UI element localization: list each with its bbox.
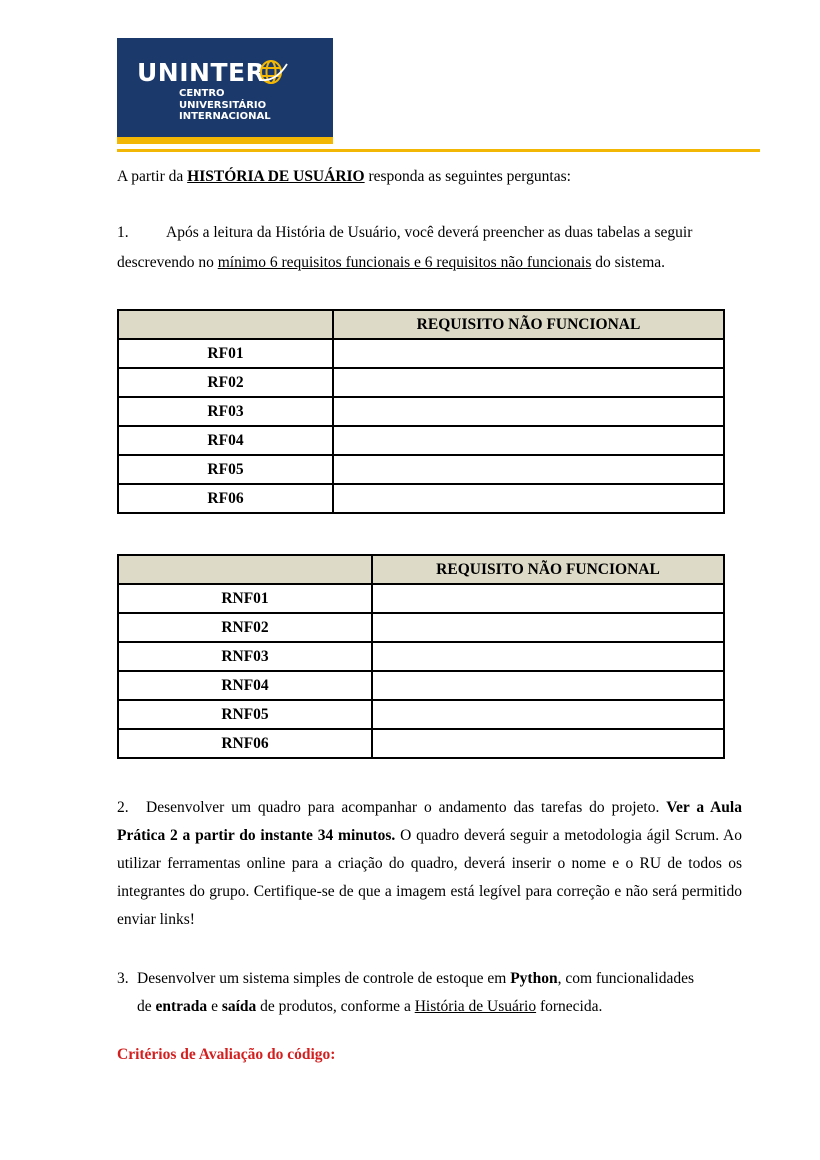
rf-label: RF05 bbox=[118, 455, 333, 484]
rf-label: RF03 bbox=[118, 397, 333, 426]
table-row bbox=[118, 584, 724, 613]
rf-input-cell[interactable] bbox=[333, 368, 724, 397]
q3-text: de produtos, conforme a bbox=[256, 998, 415, 1015]
rnf-input-cell[interactable] bbox=[372, 584, 724, 613]
rnf-label: RNF01 bbox=[118, 584, 372, 613]
q2-bold: Ver a Aula Prática 2 a partir do instante 34 minutos. bbox=[117, 799, 742, 844]
q3-text: fornecida. bbox=[536, 998, 603, 1015]
rf-label: RF01 bbox=[118, 339, 333, 368]
logo-subtitle-line: INTERNACIONAL bbox=[179, 111, 271, 122]
criteria-heading: Critérios de Avaliação do código: bbox=[117, 1046, 336, 1063]
q2-paragraph bbox=[117, 794, 742, 934]
table-row bbox=[118, 671, 724, 700]
q1-number: 1. bbox=[117, 224, 129, 241]
rf-label: RF02 bbox=[118, 368, 333, 397]
table-row bbox=[118, 339, 724, 368]
rnf-label: RNF04 bbox=[118, 671, 372, 700]
q2-number: 2. bbox=[117, 799, 129, 816]
rnf-label: RNF03 bbox=[118, 642, 372, 671]
uninter-logo bbox=[117, 38, 333, 138]
rf-input-cell[interactable] bbox=[333, 339, 724, 368]
q3-line1 bbox=[117, 965, 742, 993]
globe-icon bbox=[258, 58, 288, 86]
rf-input-cell[interactable] bbox=[333, 426, 724, 455]
q1-line2 bbox=[117, 249, 742, 277]
q3-line2 bbox=[137, 993, 742, 1021]
rnf-input-cell[interactable] bbox=[372, 613, 724, 642]
table-row bbox=[118, 455, 724, 484]
table-row bbox=[118, 368, 724, 397]
q2-text-b: O quadro deverá seguir a metodologia ágil Scrum. Ao utilizar ferramentas online para a criação do quadro, deverá inserir o nome e o RU de todos os integrantes do grupo. Certifique-se de que a imagem está legível para correção e não será permitido enviar links! bbox=[117, 827, 742, 928]
rf-input-cell[interactable] bbox=[333, 455, 724, 484]
q3-bold-entrada: entrada bbox=[155, 998, 208, 1015]
rnf-label: RNF05 bbox=[118, 700, 372, 729]
table-row bbox=[118, 642, 724, 671]
rf-input-cell[interactable] bbox=[333, 397, 724, 426]
rnf-input-cell[interactable] bbox=[372, 700, 724, 729]
table-header-row bbox=[118, 310, 724, 339]
rf-label: RF04 bbox=[118, 426, 333, 455]
logo-stripe bbox=[117, 137, 333, 144]
rnf-input-cell[interactable] bbox=[372, 642, 724, 671]
table-row bbox=[118, 426, 724, 455]
rnf-input-cell[interactable] bbox=[372, 671, 724, 700]
logo-subtitle bbox=[179, 88, 271, 123]
rnf-label: RNF06 bbox=[118, 729, 372, 758]
q3-text: e bbox=[207, 998, 222, 1015]
header-cell-left bbox=[118, 555, 372, 584]
rnf-input-cell[interactable] bbox=[372, 729, 724, 758]
intro-text bbox=[117, 163, 742, 191]
table-header-row bbox=[118, 555, 724, 584]
table-row bbox=[118, 397, 724, 426]
table-row bbox=[118, 613, 724, 642]
header-cell-right: REQUISITO NÃO FUNCIONAL bbox=[333, 310, 724, 339]
logo-subtitle-line: UNIVERSITÁRIO bbox=[179, 99, 267, 111]
table-row bbox=[118, 700, 724, 729]
q1-line2-underlined: mínimo 6 requisitos funcionais e 6 requisitos não funcionais bbox=[217, 254, 592, 271]
q3-text: Desenvolver um sistema simples de controle de estoque em bbox=[137, 970, 511, 987]
rf-input-cell[interactable] bbox=[333, 484, 724, 513]
q3-text: , com funcionalidades bbox=[557, 970, 695, 987]
rf-table bbox=[117, 309, 725, 514]
rnf-label: RNF02 bbox=[118, 613, 372, 642]
q1-line2-suffix: do sistema. bbox=[591, 254, 666, 271]
q3-underlined: História de Usuário bbox=[414, 998, 537, 1015]
header-rule bbox=[117, 149, 760, 152]
intro-prefix: A partir da bbox=[117, 168, 188, 185]
table-row bbox=[118, 729, 724, 758]
q3-text: de bbox=[137, 998, 156, 1015]
intro-suffix: responda as seguintes perguntas: bbox=[364, 168, 571, 185]
q2-text-a: Desenvolver um quadro para acompanhar o andamento das tarefas do projeto. bbox=[146, 799, 667, 816]
header-cell-right: REQUISITO NÃO FUNCIONAL bbox=[372, 555, 724, 584]
q3-number: 3. bbox=[117, 970, 129, 987]
rf-label: RF06 bbox=[118, 484, 333, 513]
rnf-table bbox=[117, 554, 725, 759]
q1-line2-prefix: descrevendo no bbox=[117, 254, 218, 271]
q3-bold-python: Python bbox=[510, 970, 558, 987]
logo-subtitle-line: CENTRO bbox=[179, 88, 225, 99]
q1-text: Após a leitura da História de Usuário, você deverá preencher as duas tabelas a seguir bbox=[166, 224, 693, 241]
q1-line1 bbox=[117, 219, 742, 247]
logo-name: UNINTER bbox=[137, 58, 266, 87]
intro-highlight: HISTÓRIA DE USUÁRIO bbox=[187, 168, 365, 185]
header-cell-left bbox=[118, 310, 333, 339]
q3-bold-saida: saída bbox=[221, 998, 257, 1015]
table-row bbox=[118, 484, 724, 513]
